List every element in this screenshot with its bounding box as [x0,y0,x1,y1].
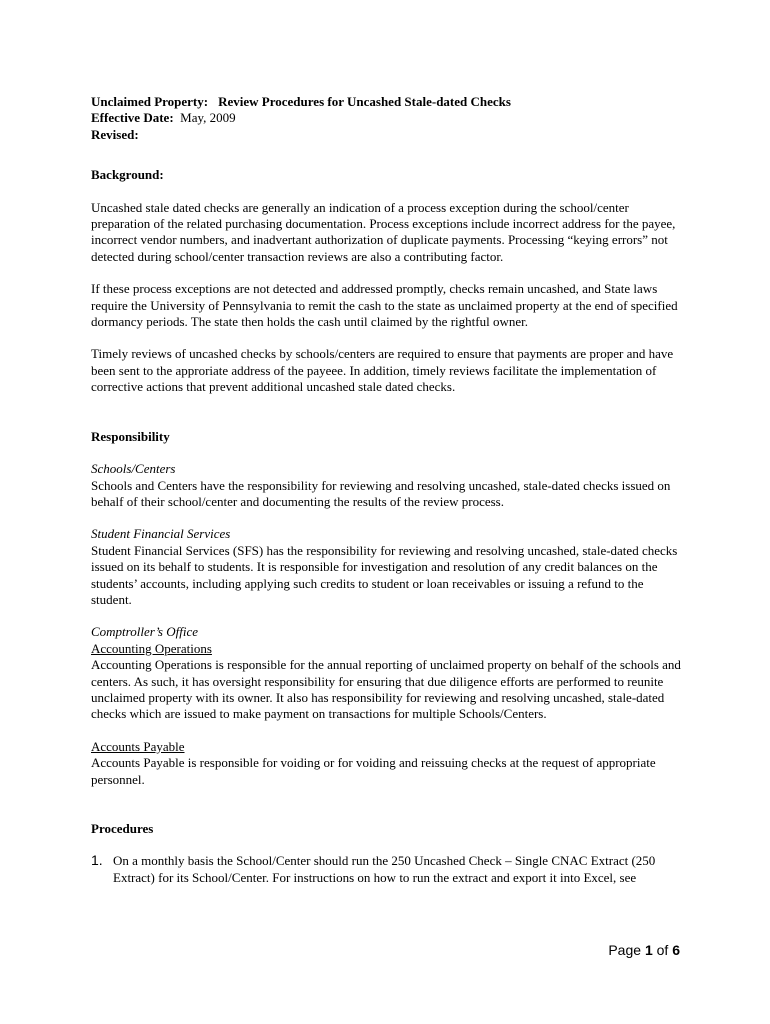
background-paragraph-3: Timely reviews of uncashed checks by schools/centers are required to ensure that payments are proper and have been sent to the approriate address of the payeee. In addition, timely reviews facilitate the implementation of corrective actions that prevent additional uncashed stale dated checks. [91,346,674,395]
accounting-operations-title: Accounting Operations [91,640,212,656]
effective-date-value: May, 2009 [180,110,236,126]
effective-date-label: Effective Date: [91,110,174,126]
sfs-text: Student Financial Services (SFS) has the responsibility for reviewing and resolving uncashed, stale-dated checks issued on its behalf to students. It is responsible for investigation and resolution of any credit balances on the students’ accounts, including applying such credits to student or loan receivables or issuing a refund to the student. [91,542,678,607]
background-heading: Background: [91,167,164,183]
accounting-operations-text: Accounting Operations is responsible for the annual reporting of unclaimed property on behalf of the schools and centers. As such, it has oversight responsibility for ensuring that due diligence efforts are performed to reunite unclaimed property with its owner. It also has responsibility for reviewing and resolving uncashed, stale-dated checks which are issued to make payment on transactions for multiple Schools/Centers. [91,657,681,722]
procedures-heading: Procedures [91,821,154,836]
document-page [91,94,683,886]
page-number-footer [608,942,680,958]
page-total: 6 [672,942,680,958]
comptroller-title: Comptroller’s Office [91,624,199,640]
title-text: Review Procedures for Uncashed Stale-dated Checks [218,94,511,109]
page-word: Page [608,942,642,958]
responsibility-heading: Responsibility [91,428,170,444]
page-of: of [656,942,669,958]
sfs-title: Student Financial Services [91,526,231,542]
accounts-payable-text: Accounts Payable is responsible for voiding or for voiding and reissuing checks at the request of appropriate personnel. [91,755,656,787]
revised-label: Revised: [91,126,139,142]
background-paragraph-2: If these process exceptions are not detected and addressed promptly, checks remain uncashed, and State laws require the University of Pennsylvania to remit the cash to the state as unclaimed property at the end of specified dormancy periods. The state then holds the cash until claimed by the rightful owner. [91,281,678,330]
page-current: 1 [644,942,653,958]
schools-centers-text: Schools and Centers have the responsibility for reviewing and resolving uncashed, stale-dated checks issued on behalf of their school/center and documenting the results of the review process. [91,477,671,509]
effective-date-line [91,110,683,126]
title-label: Unclaimed Property: [91,94,209,109]
procedure-item-number: 1. [91,852,103,869]
schools-centers-title: Schools/Centers [91,461,176,477]
background-paragraph-1: Uncashed stale dated checks are generally an indication of a process exception during the school/center preparation of the related purchasing documentation. Process exceptions include incorrect address for the payee, incorrect vendor numbers, and inadvertant authorization of duplicate payments. Processing “keying errors” not detected during school/center transaction reviews are also a contributing factor. [91,199,676,264]
procedure-item-text: On a monthly basis the School/Center should run the 250 Uncashed Check – Single CNAC Extract (250 Extract) for its School/Center. For instructions on how to run the extract and export it into Excel, see [113,853,656,885]
accounts-payable-title: Accounts Payable [91,738,185,754]
procedure-item-1 [91,853,683,886]
document-title [91,94,683,110]
